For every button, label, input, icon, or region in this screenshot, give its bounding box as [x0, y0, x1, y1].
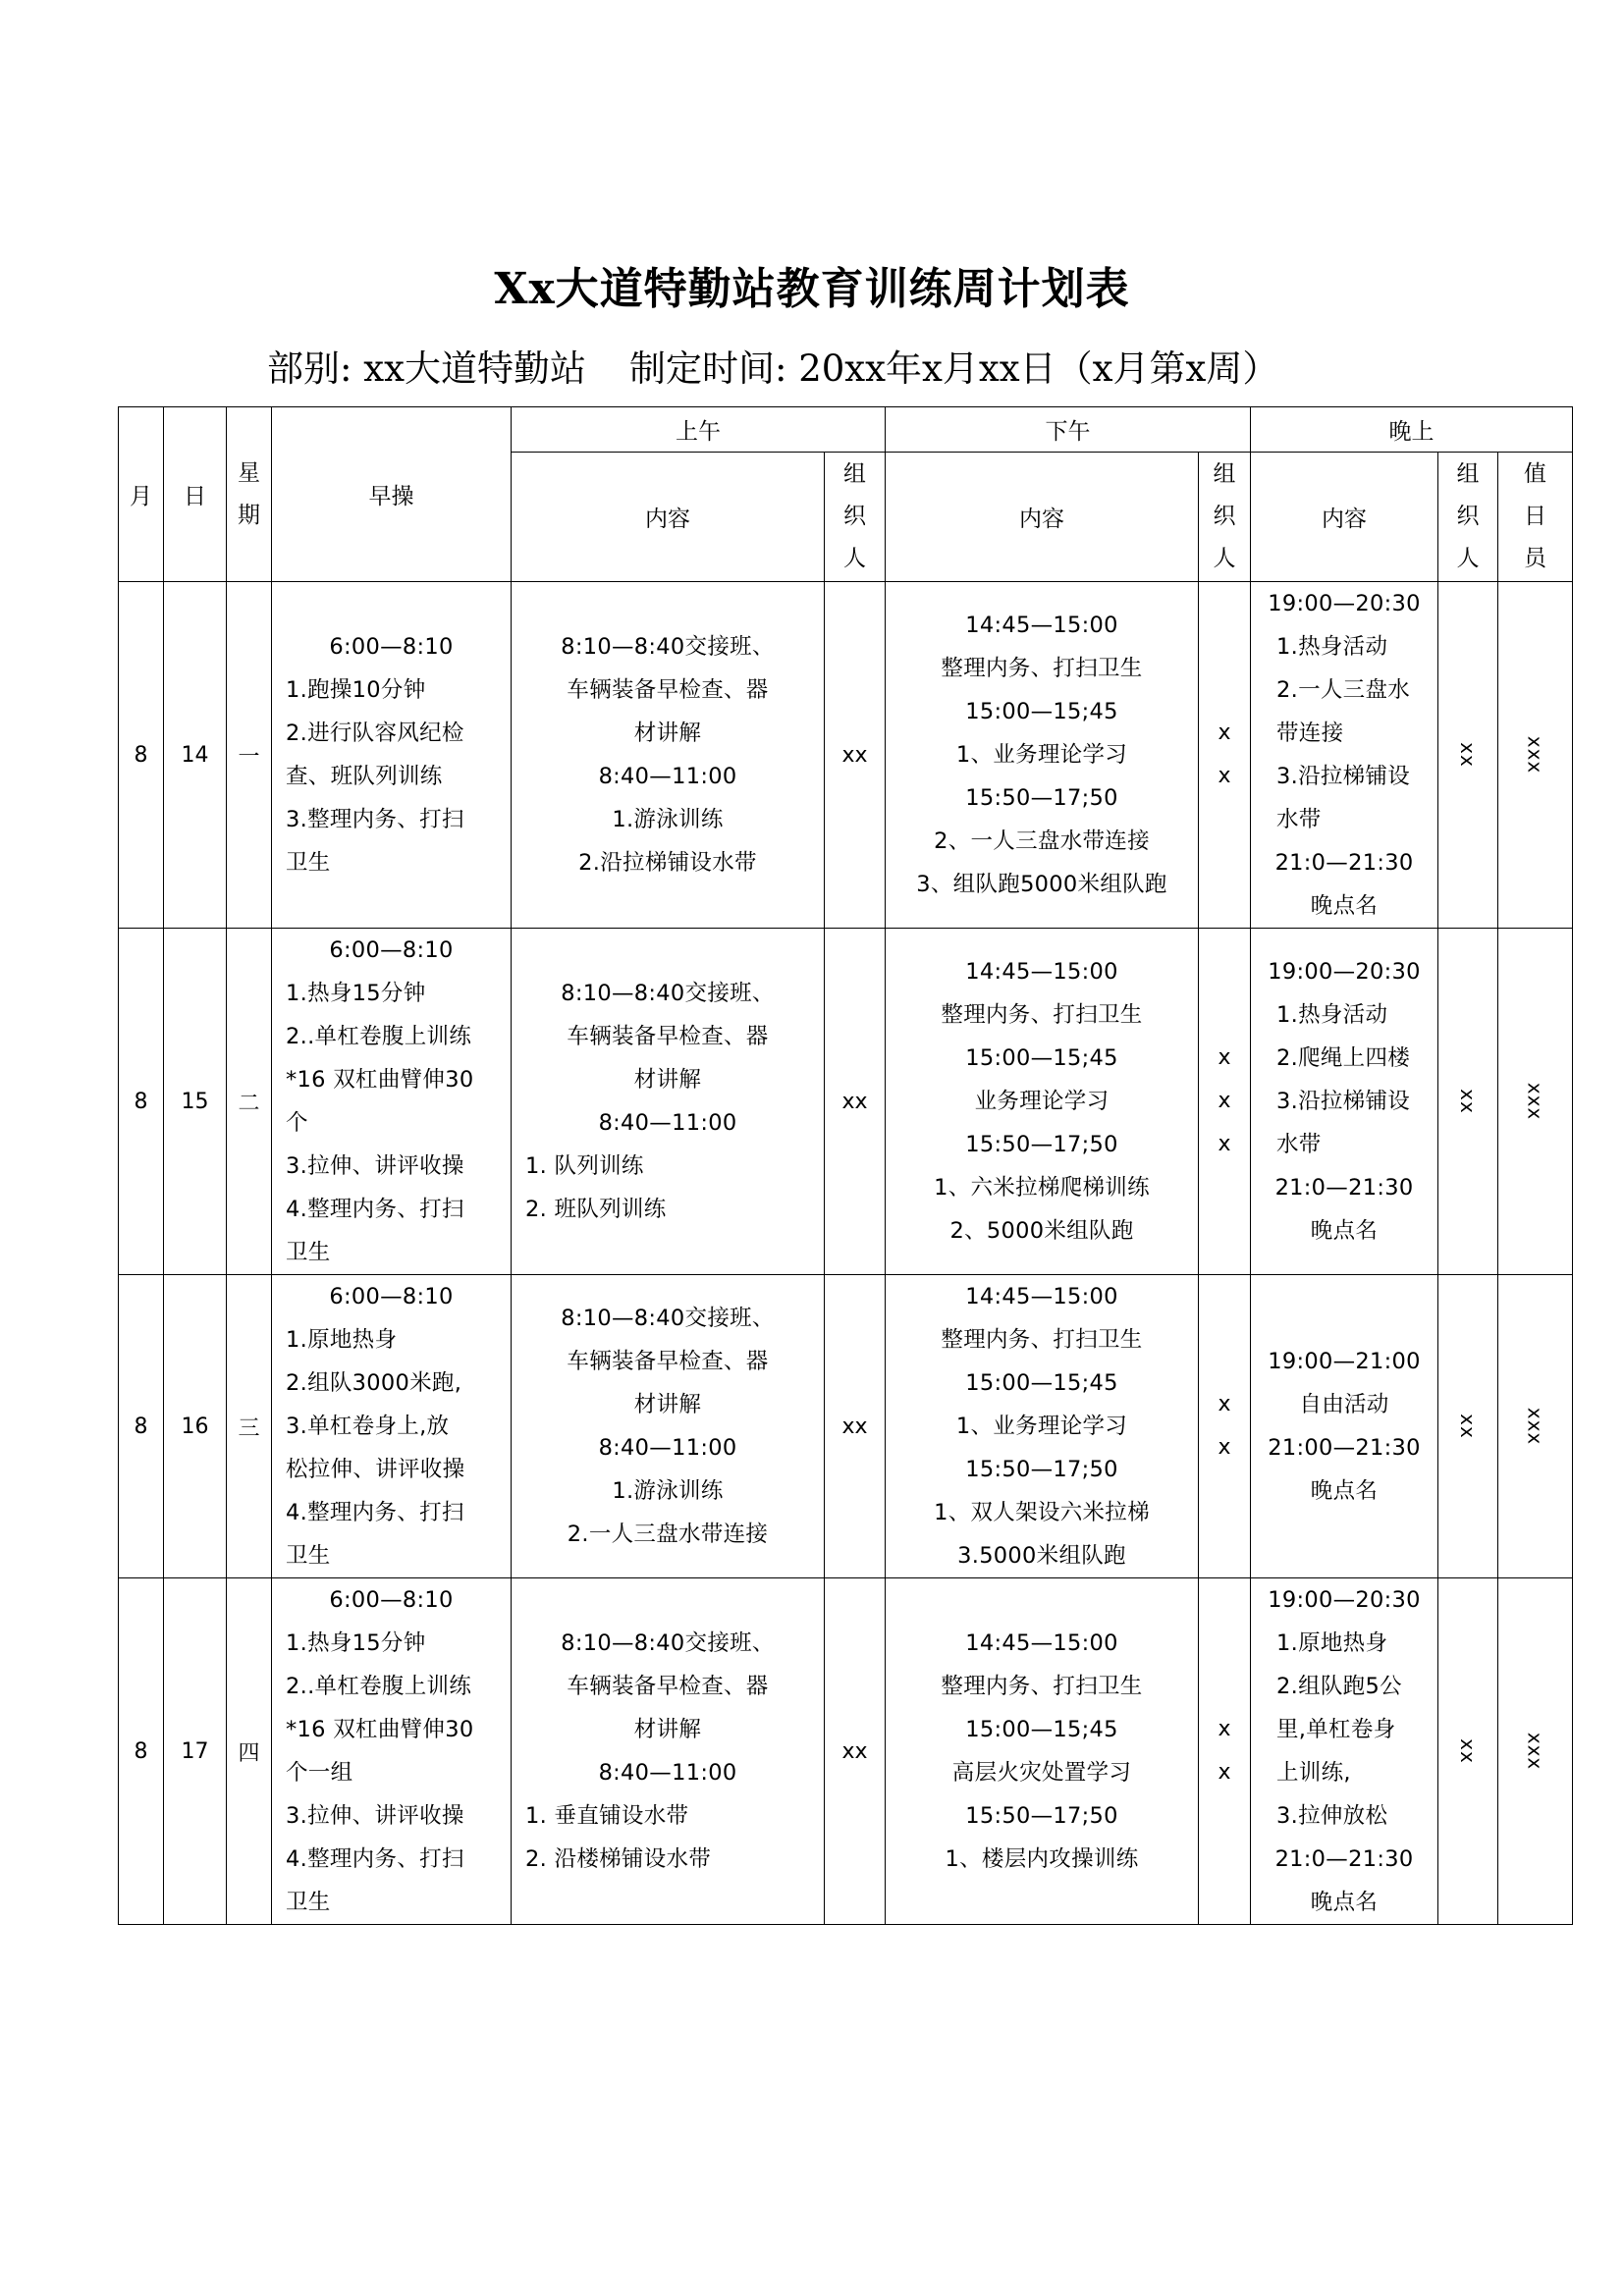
cell-line: 14:45—15:00 — [965, 959, 1118, 985]
cell-line: 4.整理内务、打扫 — [286, 1197, 464, 1222]
cell-line: 自由活动 — [1299, 1392, 1389, 1417]
cell-month: 8 — [119, 1275, 164, 1578]
cell-line: 3.单杠卷身上,放 — [286, 1414, 450, 1439]
cell-line: 14:45—15:00 — [965, 1630, 1118, 1656]
cell-line: 松拉伸、讲评收操 — [286, 1457, 465, 1482]
cell-line: 卫生 — [286, 1890, 331, 1915]
organizer-mark: x — [1218, 1045, 1231, 1070]
cell-line: 1、六米拉梯爬梯训练 — [934, 1175, 1150, 1201]
cell-day: 17 — [164, 1578, 227, 1925]
cell-line: 8:40—11:00 — [598, 764, 737, 789]
organizer-mark: x — [1218, 1435, 1231, 1460]
cell-line: 14:45—15:00 — [965, 1284, 1118, 1309]
cell-line: 6:00—8:10 — [329, 937, 454, 963]
cell-line: 1、业务理论学习 — [955, 742, 1128, 768]
cell-line: 2.一人三盘水 — [1276, 677, 1411, 703]
cell-evening-content — [1251, 929, 1438, 1275]
cell-line: 2..单杠卷腹上训练 — [286, 1674, 472, 1699]
date-label: 制定时间: 20xx年x月xx日（x月第x周） — [628, 347, 1279, 390]
cell-line: 19:00—20:30 — [1268, 959, 1421, 985]
cell-line: 1.游泳训练 — [612, 1478, 724, 1504]
cell-line: 1.热身活动 — [1276, 634, 1388, 660]
cell-line: 整理内务、打扫卫生 — [941, 1674, 1143, 1699]
cell-weekday: 一 — [227, 582, 272, 929]
cell-line: *16 双杠曲臂伸30 — [286, 1067, 474, 1093]
cell-line: 15:00—15;45 — [965, 699, 1118, 724]
cell-line: 个一组 — [286, 1760, 353, 1786]
cell-line: 15:00—15;45 — [965, 1370, 1118, 1396]
cell-line: 6:00—8:10 — [329, 1284, 454, 1309]
cell-line: 21:0—21:30 — [1274, 1846, 1414, 1872]
table-row — [119, 582, 1573, 929]
header-day: 日 — [164, 407, 227, 582]
cell-pm-organizer — [1199, 1275, 1251, 1578]
header-month: 月 — [119, 407, 164, 582]
cell-line: 带连接 — [1276, 721, 1344, 746]
cell-line: 3.拉伸、讲评收操 — [286, 1803, 464, 1829]
cell-line: 上训练, — [1276, 1760, 1351, 1786]
cell-line: 1.原地热身 — [1276, 1630, 1388, 1656]
cell-line: 1.热身15分钟 — [286, 981, 426, 1006]
cell-am-organizer: xx — [825, 582, 886, 929]
cell-pm-content — [886, 1275, 1199, 1578]
organizer-mark: x — [1218, 1089, 1231, 1113]
duty-mark: xxx — [1523, 1082, 1547, 1120]
cell-line: 材讲解 — [633, 1392, 702, 1417]
cell-line: 8:10—8:40交接班、 — [561, 981, 775, 1006]
cell-am-organizer: xx — [825, 1578, 886, 1925]
cell-evening-organizer — [1438, 582, 1498, 929]
cell-am-content — [512, 582, 825, 929]
cell-line: 车辆装备早检查、器 — [567, 677, 769, 703]
cell-line: 3.整理内务、打扫 — [286, 807, 464, 832]
cell-line: 21:00—21:30 — [1268, 1435, 1421, 1461]
cell-pm-content — [886, 1578, 1199, 1925]
department-label: 部别: xx大道特勤站 — [267, 347, 586, 390]
cell-duty — [1498, 929, 1573, 1275]
cell-line: 8:40—11:00 — [598, 1760, 737, 1786]
cell-month: 8 — [119, 929, 164, 1275]
cell-evening-content — [1251, 1578, 1438, 1925]
table-row — [119, 1578, 1573, 1925]
cell-line: 19:00—20:30 — [1268, 1587, 1421, 1613]
cell-line: 21:0—21:30 — [1274, 1175, 1414, 1201]
cell-line: 整理内务、打扫卫生 — [941, 1327, 1143, 1353]
header-duty: 值 日 员 — [1498, 453, 1573, 582]
cell-day: 14 — [164, 582, 227, 929]
cell-line: 里,单杠卷身 — [1276, 1717, 1396, 1742]
cell-am-organizer: xx — [825, 1275, 886, 1578]
cell-am-content — [512, 1578, 825, 1925]
cell-line: 水带 — [1276, 807, 1322, 832]
cell-am-content — [512, 929, 825, 1275]
cell-line: 2..单杠卷腹上训练 — [286, 1024, 472, 1049]
cell-line: 8:40—11:00 — [598, 1110, 737, 1136]
cell-evening-organizer — [1438, 1275, 1498, 1578]
cell-line: 水带 — [1276, 1132, 1322, 1157]
cell-line: 2.组队3000米跑, — [286, 1370, 462, 1396]
cell-pm-organizer — [1199, 1578, 1251, 1925]
cell-line: 3.拉伸放松 — [1276, 1803, 1388, 1829]
cell-line: 2.进行队容风纪检 — [286, 721, 464, 746]
cell-duty — [1498, 1275, 1573, 1578]
duty-mark: xxx — [1523, 1732, 1547, 1770]
cell-day: 15 — [164, 929, 227, 1275]
cell-line: 1、业务理论学习 — [955, 1414, 1128, 1439]
cell-weekday: 四 — [227, 1578, 272, 1925]
cell-line: 晚点名 — [1310, 1890, 1379, 1915]
cell-line: 19:00—20:30 — [1268, 591, 1421, 616]
organizer-mark: x — [1218, 764, 1231, 788]
cell-weekday: 三 — [227, 1275, 272, 1578]
header-pm-content: 内容 — [886, 453, 1199, 582]
cell-line: 个 — [286, 1110, 308, 1136]
cell-evening-organizer — [1438, 1578, 1498, 1925]
cell-line: 卫生 — [286, 1543, 331, 1569]
cell-line: 1、楼层内攻操训练 — [945, 1846, 1139, 1872]
cell-morning-drill — [272, 1578, 512, 1925]
cell-line: 1.热身活动 — [1276, 1002, 1388, 1028]
organizer-mark: x — [1218, 1392, 1231, 1416]
cell-line: 8:10—8:40交接班、 — [561, 634, 775, 660]
cell-evening-content — [1251, 582, 1438, 929]
cell-am-organizer: xx — [825, 929, 886, 1275]
cell-line: 2.爬绳上四楼 — [1276, 1045, 1411, 1071]
cell-morning-drill — [272, 929, 512, 1275]
organizer-mark: x — [1218, 721, 1231, 745]
cell-morning-drill — [272, 1275, 512, 1578]
cell-line: 2.一人三盘水带连接 — [567, 1522, 769, 1547]
cell-line: 6:00—8:10 — [329, 1587, 454, 1613]
cell-line: 8:10—8:40交接班、 — [561, 1630, 775, 1656]
organizer-mark: xx — [1455, 1413, 1480, 1439]
cell-line: 2、一人三盘水带连接 — [934, 828, 1150, 854]
cell-line: 卫生 — [286, 1240, 331, 1265]
cell-line: 2.组队跑5公 — [1276, 1674, 1402, 1699]
organizer-mark: x — [1218, 1132, 1231, 1156]
header-am: 上午 — [512, 407, 886, 453]
cell-line: 材讲解 — [633, 1717, 702, 1742]
cell-month: 8 — [119, 1578, 164, 1925]
cell-line: 车辆装备早检查、器 — [567, 1024, 769, 1049]
cell-line: 4.整理内务、打扫 — [286, 1500, 464, 1525]
cell-line: 高层火灾处置学习 — [951, 1760, 1132, 1786]
cell-pm-content — [886, 582, 1199, 929]
cell-line: 业务理论学习 — [974, 1089, 1110, 1114]
cell-line: 19:00—21:00 — [1268, 1349, 1421, 1374]
cell-line: 3.沿拉梯铺设 — [1276, 764, 1411, 789]
cell-evening-content — [1251, 1275, 1438, 1578]
cell-line: 1、双人架设六米拉梯 — [934, 1500, 1150, 1525]
cell-line: 2. 班队列训练 — [525, 1197, 667, 1222]
cell-morning-drill — [272, 582, 512, 929]
header-morning-drill: 早操 — [272, 407, 512, 582]
header-am-content: 内容 — [512, 453, 825, 582]
cell-line: 1. 队列训练 — [525, 1153, 644, 1179]
header-pm-organizer: 组 织 人 — [1199, 453, 1251, 582]
page-subtitle — [267, 339, 1278, 392]
cell-line: 车辆装备早检查、器 — [567, 1674, 769, 1699]
cell-line: 15:00—15;45 — [965, 1045, 1118, 1071]
organizer-mark: x — [1218, 1717, 1231, 1741]
cell-line: 15:50—17;50 — [965, 785, 1118, 811]
cell-day: 16 — [164, 1275, 227, 1578]
cell-line: 车辆装备早检查、器 — [567, 1349, 769, 1374]
cell-line: 1. 垂直铺设水带 — [525, 1803, 689, 1829]
header-eve-organizer: 组 织 人 — [1438, 453, 1498, 582]
header-weekday: 星 期 — [227, 407, 272, 582]
organizer-mark: x — [1218, 1760, 1231, 1785]
cell-line: 4.整理内务、打扫 — [286, 1846, 464, 1872]
organizer-mark: xx — [1455, 1737, 1480, 1764]
cell-line: 15:50—17;50 — [965, 1803, 1118, 1829]
cell-line: 15:50—17;50 — [965, 1132, 1118, 1157]
cell-line: 3.沿拉梯铺设 — [1276, 1089, 1411, 1114]
cell-pm-organizer — [1199, 582, 1251, 929]
duty-mark: xxx — [1523, 1407, 1547, 1445]
cell-line: 晚点名 — [1310, 1478, 1379, 1504]
cell-line: 1.原地热身 — [286, 1327, 398, 1353]
header-pm: 下午 — [886, 407, 1251, 453]
cell-line: 8:40—11:00 — [598, 1435, 737, 1461]
cell-line: 3.5000米组队跑 — [957, 1543, 1126, 1569]
cell-duty — [1498, 1578, 1573, 1925]
header-am-organizer: 组 织 人 — [825, 453, 886, 582]
cell-line: 14:45—15:00 — [965, 613, 1118, 638]
cell-line: 1.跑操10分钟 — [286, 677, 426, 703]
cell-line: 查、班队列训练 — [286, 764, 443, 789]
table-row — [119, 929, 1573, 1275]
cell-line: 3.拉伸、讲评收操 — [286, 1153, 464, 1179]
header-evening: 晚上 — [1251, 407, 1573, 453]
cell-duty — [1498, 582, 1573, 929]
header-eve-content: 内容 — [1251, 453, 1438, 582]
training-plan-table — [118, 406, 1573, 1925]
cell-am-content — [512, 1275, 825, 1578]
cell-month: 8 — [119, 582, 164, 929]
cell-line: 整理内务、打扫卫生 — [941, 1002, 1143, 1028]
table-row — [119, 1275, 1573, 1578]
cell-line: 2.沿拉梯铺设水带 — [578, 850, 757, 876]
cell-line: 6:00—8:10 — [329, 634, 454, 660]
cell-line: 15:50—17;50 — [965, 1457, 1118, 1482]
cell-line: 1.游泳训练 — [612, 807, 724, 832]
cell-evening-organizer — [1438, 929, 1498, 1275]
cell-line: 材讲解 — [633, 721, 702, 746]
cell-line: 8:10—8:40交接班、 — [561, 1306, 775, 1331]
duty-mark: xxx — [1523, 735, 1547, 774]
cell-line: 1.热身15分钟 — [286, 1630, 426, 1656]
page-title: Xx大道特勤站教育训练周计划表 — [494, 264, 1130, 314]
cell-line: 晚点名 — [1310, 893, 1379, 919]
organizer-mark: xx — [1455, 741, 1480, 768]
cell-line: 整理内务、打扫卫生 — [941, 656, 1143, 681]
cell-line: *16 双杠曲臂伸30 — [286, 1717, 474, 1742]
organizer-mark: xx — [1455, 1088, 1480, 1114]
cell-pm-content — [886, 929, 1199, 1275]
cell-line: 2、5000米组队跑 — [949, 1218, 1134, 1244]
cell-line: 15:00—15;45 — [965, 1717, 1118, 1742]
cell-line: 3、组队跑5000米组队跑 — [916, 872, 1167, 897]
cell-weekday: 二 — [227, 929, 272, 1275]
cell-line: 卫生 — [286, 850, 331, 876]
cell-line: 21:0—21:30 — [1274, 850, 1414, 876]
cell-line: 2. 沿楼梯铺设水带 — [525, 1846, 712, 1872]
cell-line: 材讲解 — [633, 1067, 702, 1093]
cell-pm-organizer — [1199, 929, 1251, 1275]
cell-line: 晚点名 — [1310, 1218, 1379, 1244]
